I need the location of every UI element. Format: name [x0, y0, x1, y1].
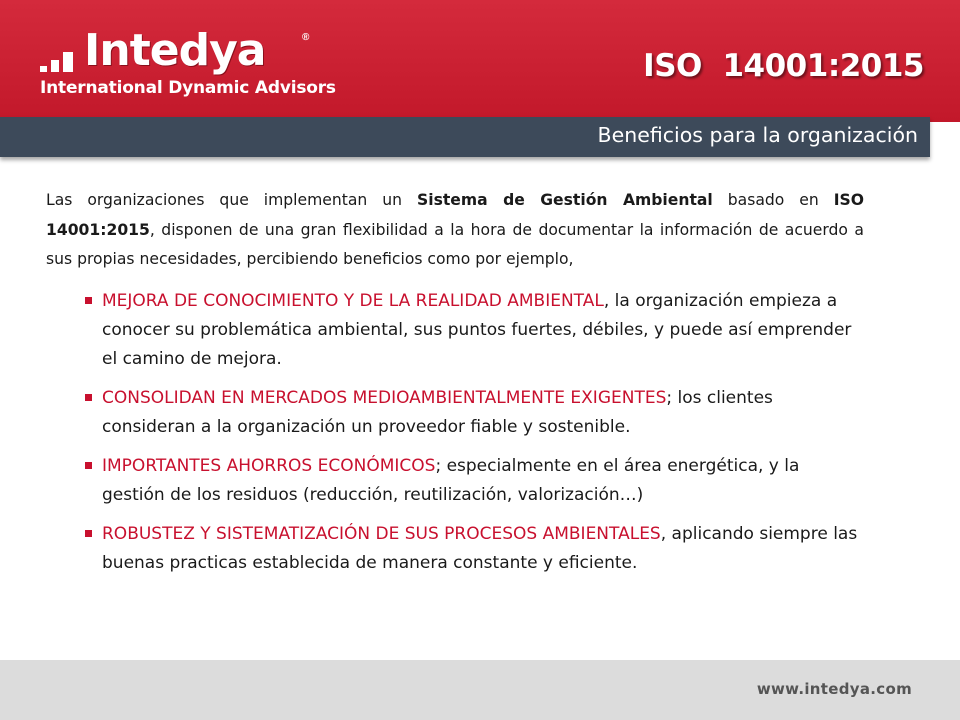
square-bullet-icon	[85, 297, 92, 304]
benefit-text: , la organización empieza a conocer su problemática ambiental, sus puntos fuertes, débiles, y puede así emprender el camino de mejora.	[102, 290, 852, 369]
square-bullet-icon	[85, 462, 92, 469]
intedya-logo	[40, 25, 336, 105]
list-item	[46, 452, 864, 510]
subtitle-bar	[0, 117, 930, 157]
benefit-text: ; especialmente en el área energética, y la gestión de los residuos (reducción, reutilización, valorización…)	[102, 455, 800, 505]
intro-bold-1: Sistema de Gestión Ambiental	[417, 191, 713, 209]
brand-tagline: International Dynamic Advisors	[40, 78, 336, 98]
logo-bars-icon	[40, 52, 80, 72]
benefit-highlight: CONSOLIDAN EN MERCADOS MEDIOAMBIENTALMENTE EXIGENTES	[102, 387, 667, 408]
footer-bar	[0, 660, 960, 720]
registered-mark: ®	[302, 32, 310, 43]
benefit-highlight: ROBUSTEZ Y SISTEMATIZACIÓN DE SUS PROCESOS AMBIENTALES	[102, 523, 661, 544]
benefit-highlight: IMPORTANTES AHORROS ECONÓMICOS	[102, 455, 436, 476]
intro-text-2: basado en	[712, 191, 834, 209]
brand-name: Intedya	[84, 25, 266, 76]
intro-paragraph	[46, 186, 864, 275]
benefits-list	[46, 287, 864, 578]
benefit-text: , aplicando siempre las buenas practicas establecida de manera constante y eficiente.	[102, 523, 858, 573]
benefit-highlight: MEJORA DE CONOCIMIENTO Y DE LA REALIDAD AMBIENTAL	[102, 290, 604, 311]
intro-text-1: Las organizaciones que implementan un	[46, 191, 417, 209]
benefit-text: ; los clientes consideran a la organización un proveedor fiable y sostenible.	[102, 387, 773, 437]
intro-bold-2: ISO 14001:2015	[46, 191, 864, 239]
page-title: ISO 14001:2015	[643, 48, 924, 84]
list-item	[46, 287, 864, 374]
square-bullet-icon	[85, 530, 92, 537]
list-item	[46, 384, 864, 442]
intro-text-3: , disponen de una gran flexibilidad a la hora de documentar la información de acuerdo a sus propias necesidades, percibiendo beneficios como por ejemplo,	[46, 220, 864, 268]
main-content	[46, 186, 864, 588]
square-bullet-icon	[85, 394, 92, 401]
list-item	[46, 520, 864, 578]
header-banner	[0, 0, 960, 122]
website-link[interactable]: www.intedya.com	[756, 680, 912, 698]
page-subtitle: Beneficios para la organización	[597, 123, 918, 147]
